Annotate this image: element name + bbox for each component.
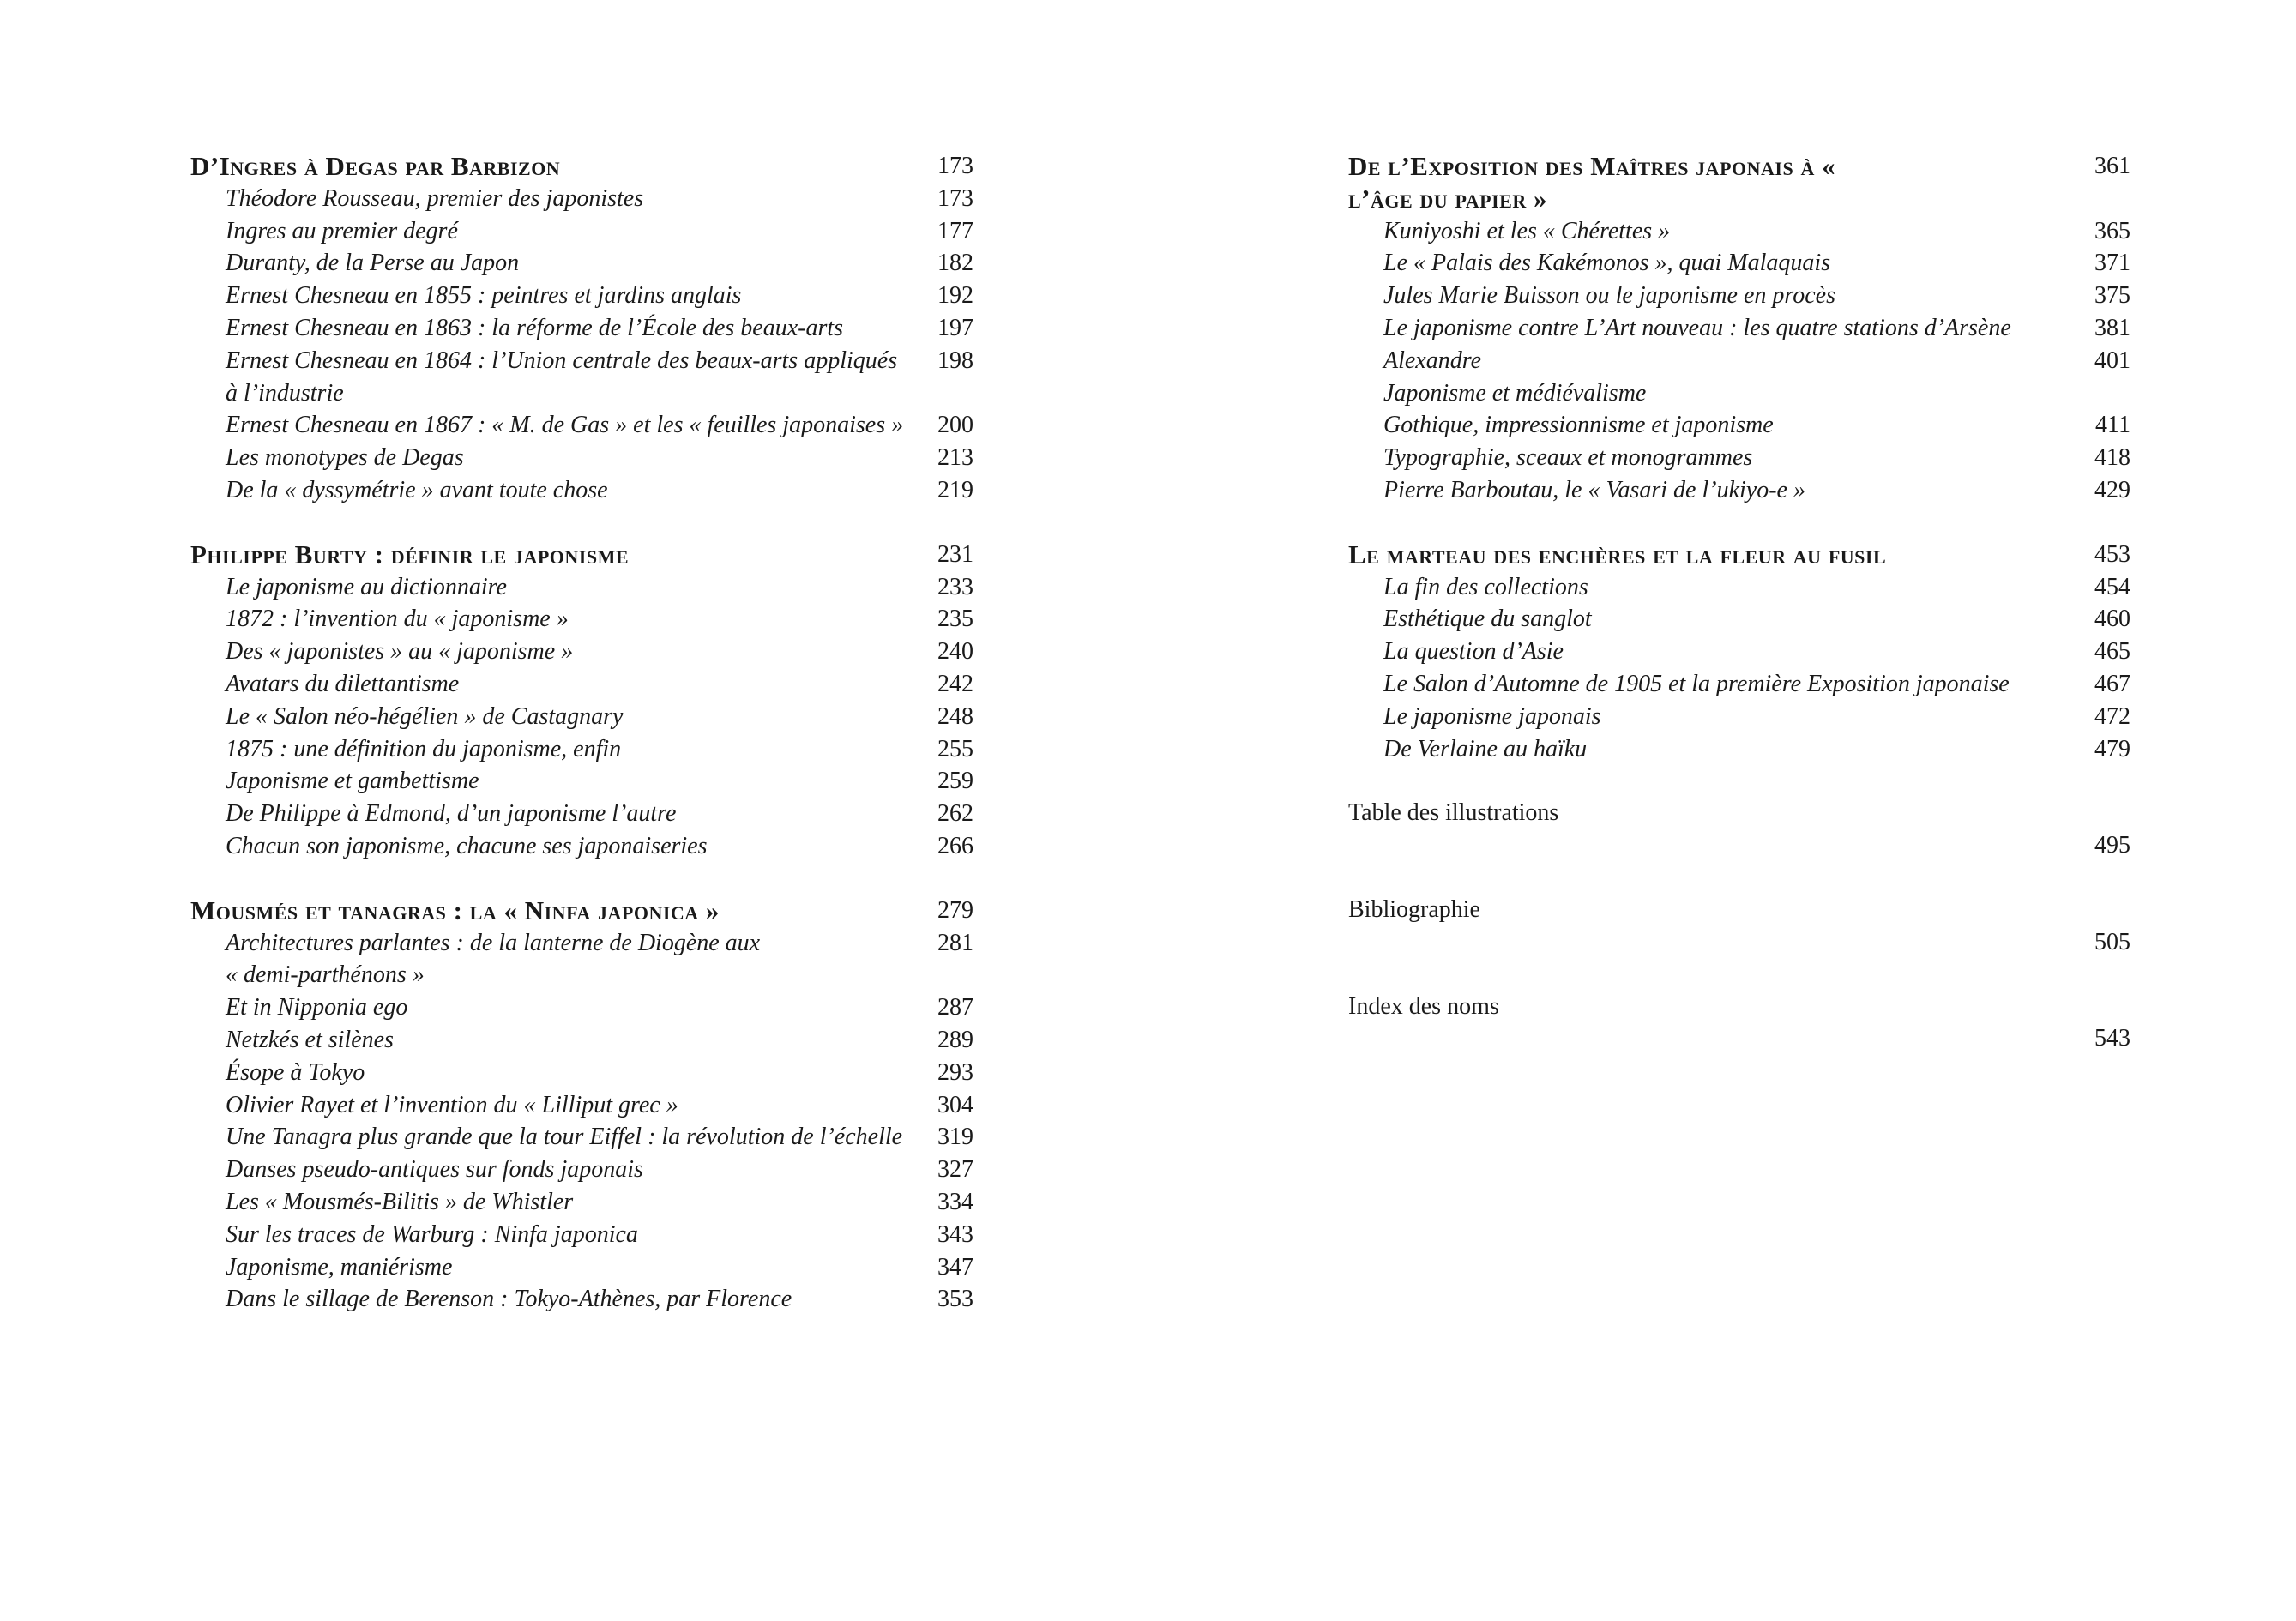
page-number: 371 <box>2094 250 2130 277</box>
page-number: 418 <box>2094 444 2130 472</box>
entry-title: Ernest Chesneau en 1863 : la réforme de l’École des beaux-arts <box>226 314 844 341</box>
toc-entry[interactable] <box>190 571 973 604</box>
section-heading[interactable] <box>1348 150 2130 215</box>
toc-entry[interactable] <box>190 927 973 992</box>
toc-entry[interactable] <box>190 442 973 474</box>
page-number: 505 <box>2094 928 2130 955</box>
entry-title: Olivier Rayet et l’invention du « Lilliput grec » <box>226 1091 678 1118</box>
entry-title: Typographie, sceaux et monogrammes <box>1383 444 1753 472</box>
page-number: 198 <box>937 346 973 374</box>
toc-entry[interactable] <box>190 409 973 442</box>
entry-title: Le Salon d’Automne de 1905 et la première Exposition japonaise <box>1383 670 2010 697</box>
toc-entry[interactable] <box>1348 474 2130 507</box>
page-number: 219 <box>937 476 973 503</box>
page-number: 192 <box>937 282 973 310</box>
entry-title: Japonisme et gambettisme <box>226 768 479 795</box>
entry-title: Japonisme et médiévalisme <box>1383 379 1647 407</box>
entry-title: Chacun son japonisme, chacune ses japonaiseries <box>226 832 708 859</box>
page-number: 177 <box>937 217 973 244</box>
entry-title: Le japonisme contre L’Art nouveau : les quatre stations d’Arsène Alexandre <box>1383 314 2011 374</box>
page-number: 479 <box>2094 735 2130 762</box>
entry-title: Ernest Chesneau en 1864 : l’Union centrale des beaux-arts appliqués à l’industrie <box>226 346 898 407</box>
toc-entry[interactable] <box>190 1219 973 1251</box>
toc-entry[interactable] <box>1348 215 2130 248</box>
entry-title: Ernest Chesneau en 1855 : peintres et jardins anglais <box>226 282 742 310</box>
section-title: Philippe Burty : définir le japonisme <box>190 539 630 569</box>
entry-title: De Philippe à Edmond, d’un japonisme l’autre <box>226 800 677 828</box>
page-number: 213 <box>937 444 973 472</box>
toc-entry[interactable] <box>190 733 973 766</box>
toc-entry[interactable] <box>1348 636 2130 668</box>
entry-title: Gothique, impressionnisme et japonisme <box>1383 412 1774 439</box>
page-number: 365 <box>2094 217 2130 244</box>
page-number: 248 <box>937 702 973 730</box>
toc-section <box>1348 150 2130 507</box>
page-number: 347 <box>937 1253 973 1281</box>
page-number: 182 <box>937 250 973 277</box>
toc-entry[interactable] <box>1348 409 2130 442</box>
entry-title: Les monotypes de Degas <box>226 444 464 472</box>
entry-title: Ésope à Tokyo <box>226 1058 365 1086</box>
page-number: 281 <box>937 929 973 956</box>
section-heading[interactable] <box>190 895 973 927</box>
page-number: 240 <box>937 638 973 666</box>
page-number: 453 <box>2094 540 2130 568</box>
toc-entry[interactable] <box>190 668 973 701</box>
entry-title: 1872 : l’invention du « japonisme » <box>226 606 569 633</box>
toc-entry[interactable] <box>1348 377 2130 410</box>
toc-entry[interactable] <box>1348 571 2130 604</box>
page-number: 361 <box>2094 153 2130 179</box>
toc-entry[interactable] <box>190 1024 973 1057</box>
page-number: 197 <box>937 314 973 341</box>
toc-entry[interactable] <box>190 183 973 215</box>
page-number: 255 <box>937 735 973 762</box>
entry-title: Duranty, de la Perse au Japon <box>226 250 520 277</box>
toc-entry[interactable] <box>1348 280 2130 312</box>
page-number: 381 401 <box>2094 314 2130 374</box>
page-number: 259 <box>937 768 973 795</box>
entry-title: Les « Mousmés-Bilitis » de Whistler <box>226 1188 574 1215</box>
entry-title: La fin des collections <box>1383 573 1588 600</box>
toc-entry[interactable] <box>190 1057 973 1089</box>
toc-section <box>190 895 973 1316</box>
toc-entry[interactable] <box>190 1089 973 1122</box>
page-number: 460 <box>2094 606 2130 633</box>
toc-entry[interactable] <box>190 215 973 248</box>
backmatter-bibliographie[interactable] <box>1348 894 2130 959</box>
entry-title: Danses pseudo-antiques sur fonds japonais <box>226 1156 643 1184</box>
entry-title: Sur les traces de Warburg : Ninfa japonica <box>226 1220 638 1248</box>
page-number: 334 <box>937 1188 973 1215</box>
toc-entry[interactable] <box>1348 668 2130 701</box>
toc-left-column <box>190 150 973 1347</box>
entry-title: Netzkés et silènes <box>226 1026 394 1053</box>
entry-title: Pierre Barboutau, le « Vasari de l’ukiyo-e » <box>1383 476 1805 503</box>
page-number: 343 <box>937 1220 973 1248</box>
entry-title: Et in Nipponia ego <box>226 994 408 1021</box>
page-number: 266 <box>937 832 973 859</box>
toc-entry[interactable] <box>190 765 973 798</box>
entry-title: Ingres au premier degré <box>226 217 458 244</box>
entry-title: Le japonisme au dictionnaire <box>226 573 507 600</box>
toc-entry[interactable] <box>1348 312 2130 377</box>
backmatter-title: Bibliographie <box>1348 895 1480 923</box>
page-number: 233 <box>937 573 973 600</box>
page-number: 543 <box>2094 1025 2130 1052</box>
entry-title: Dans le sillage de Berenson : Tokyo-Athènes, par Florence <box>226 1286 792 1313</box>
page-number: 173 <box>937 153 973 179</box>
section-heading[interactable] <box>190 150 973 183</box>
page-number: 467 <box>2094 670 2130 697</box>
page-number: 429 <box>2094 476 2130 503</box>
section-title: D’Ingres à Degas par Barbizon <box>190 151 561 181</box>
entry-title: Architectures parlantes : de la lanterne de Diogène aux « demi-parthénons » <box>226 929 761 989</box>
entry-title: Japonisme, maniérisme <box>226 1253 453 1281</box>
page-number: 319 <box>937 1124 973 1151</box>
toc-entry[interactable] <box>190 1251 973 1284</box>
page-number: 304 <box>937 1091 973 1118</box>
toc-entry[interactable] <box>190 474 973 507</box>
toc-entry[interactable] <box>190 991 973 1024</box>
toc-entry[interactable] <box>190 830 973 863</box>
page-number: 472 <box>2094 702 2130 730</box>
page-number: 287 <box>937 994 973 1021</box>
toc-entry[interactable] <box>190 345 973 410</box>
page-number: 279 <box>937 896 973 924</box>
entry-title: 1875 : une définition du japonisme, enfin <box>226 735 622 762</box>
toc-section <box>190 150 973 507</box>
toc-entry[interactable] <box>1348 442 2130 474</box>
page-number: 465 <box>2094 638 2130 666</box>
section-title: Mousmés et tanagras : la « Ninfa japonica » <box>190 895 720 925</box>
page-number: 200 <box>937 412 973 439</box>
toc-entry[interactable] <box>190 798 973 830</box>
toc-right-column <box>1348 150 2130 1087</box>
toc-entry[interactable] <box>190 1283 973 1316</box>
entry-title: Esthétique du sanglot <box>1383 606 1592 633</box>
page-number: 289 <box>937 1026 973 1053</box>
backmatter-title: Index des noms <box>1348 992 1499 1020</box>
entry-title: De Verlaine au haïku <box>1383 735 1588 762</box>
toc-entry[interactable] <box>1348 247 2130 280</box>
entry-title: Le « Salon néo-hégélien » de Castagnary <box>226 702 624 730</box>
section-title: Le marteau des enchères et la fleur au fusil <box>1348 539 1887 569</box>
entry-title: Ernest Chesneau en 1867 : « M. de Gas » et les « feuilles japonaises » <box>226 412 904 439</box>
toc-entry[interactable] <box>1348 603 2130 636</box>
toc-entry[interactable] <box>190 636 973 668</box>
toc-entry[interactable] <box>190 280 973 312</box>
toc-entry[interactable] <box>190 1154 973 1186</box>
entry-title: Avatars du dilettantisme <box>226 670 460 697</box>
entry-title: De la « dyssymétrie » avant toute chose <box>226 476 608 503</box>
entry-title: Des « japonistes » au « japonisme » <box>226 638 574 666</box>
page-number: 454 <box>2094 573 2130 600</box>
page-number: 235 <box>937 606 973 633</box>
entry-title: Une Tanagra plus grande que la tour Eiffel : la révolution de l’échelle <box>226 1124 903 1151</box>
section-title: De l’Exposition des Maîtres japonais à « l’âge du papier » <box>1348 151 1836 214</box>
page-number: 495 <box>2094 832 2130 859</box>
toc-entry[interactable] <box>190 701 973 733</box>
page-number: 327 <box>937 1156 973 1184</box>
toc-entry[interactable] <box>190 247 973 280</box>
entry-title: La question d’Asie <box>1383 638 1564 666</box>
toc-entry[interactable] <box>190 1121 973 1154</box>
toc-section <box>190 539 973 863</box>
backmatter-index-des-noms[interactable] <box>1348 991 2130 1056</box>
entry-title: Kuniyoshi et les « Chérettes » <box>1383 217 1671 244</box>
page-number: 293 <box>937 1058 973 1086</box>
page-number: 173 <box>937 184 973 212</box>
entry-title: Théodore Rousseau, premier des japonistes <box>226 184 644 212</box>
page-number: 231 <box>937 540 973 568</box>
toc-section <box>1348 539 2130 766</box>
toc-entry[interactable] <box>1348 733 2130 766</box>
page-number: 411 <box>2095 412 2130 439</box>
entry-title: Jules Marie Buisson ou le japonisme en procès <box>1383 282 1835 310</box>
backmatter-title: Table des illustrations <box>1348 799 1559 827</box>
page-number: 262 <box>937 800 973 828</box>
page-number: 242 <box>937 670 973 697</box>
entry-title: Le « Palais des Kakémonos », quai Malaquais <box>1383 250 1831 277</box>
toc-entry[interactable] <box>190 603 973 636</box>
page-number: 375 <box>2094 282 2130 310</box>
section-heading[interactable] <box>190 539 973 571</box>
page-number: 353 <box>937 1286 973 1313</box>
toc-entry[interactable] <box>1348 701 2130 733</box>
entry-title: Le japonisme japonais <box>1383 702 1601 730</box>
toc-entry[interactable] <box>190 1186 973 1219</box>
backmatter-table-des-illustrations[interactable] <box>1348 797 2130 862</box>
toc-entry[interactable] <box>190 312 973 345</box>
section-heading[interactable] <box>1348 539 2130 571</box>
